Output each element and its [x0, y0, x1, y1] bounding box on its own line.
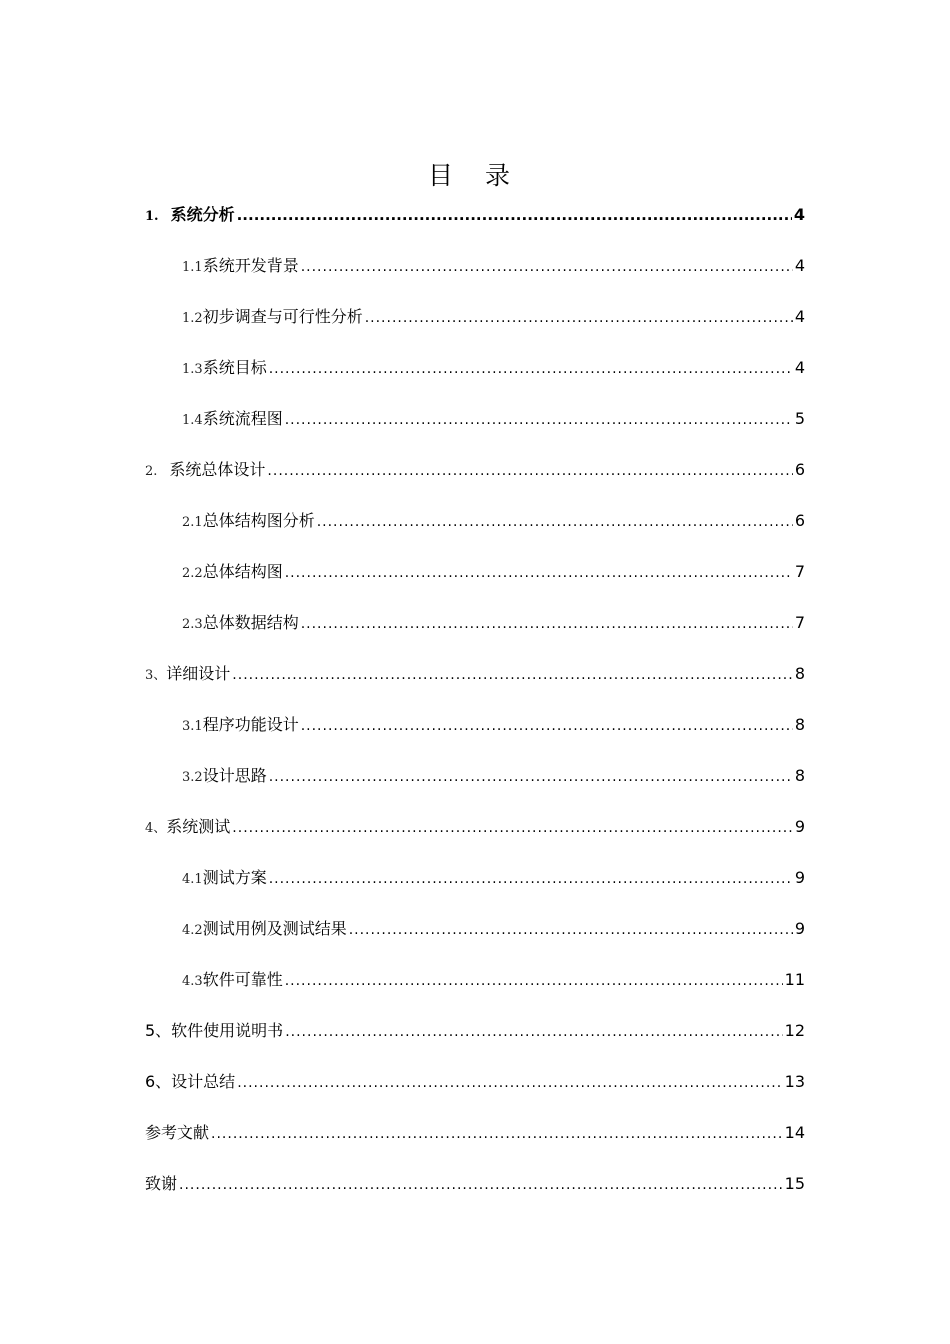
toc-leader-dots [237, 203, 792, 227]
toc-leader-dots [232, 816, 793, 840]
toc-entry[interactable] [145, 815, 805, 839]
toc-entry-number: 3.1 [182, 719, 203, 734]
toc-entry-label: 初步调查与可行性分析 [202, 307, 363, 326]
toc-entry-number: 1.1 [182, 260, 203, 275]
toc-entry-label: 总体结构图分析 [202, 511, 315, 530]
toc-leader-dots [267, 459, 792, 483]
toc-entry-number: 2.2 [182, 566, 203, 581]
toc-entry-page: 9 [794, 817, 805, 836]
toc-leader-dots [285, 561, 793, 585]
toc-entry-page: 12 [784, 1021, 805, 1040]
toc-entry[interactable] [182, 968, 805, 992]
toc-leader-dots [269, 765, 793, 789]
toc-leader-dots [269, 867, 793, 891]
toc-entry-label: 测试方案 [202, 868, 267, 887]
toc-entry-label: 总体数据结构 [202, 613, 299, 632]
toc-entry-label: 系统测试 [166, 817, 231, 836]
toc-entry-number: 4.3 [182, 974, 203, 989]
toc-entry-page: 14 [784, 1123, 805, 1142]
toc-entry-label: 程序功能设计 [202, 715, 299, 734]
toc-entry-number: 4.2 [182, 923, 203, 938]
toc-entry[interactable] [145, 1121, 805, 1145]
toc-entry[interactable] [182, 917, 805, 941]
toc-entry-label: 系统开发背景 [202, 256, 299, 275]
toc-leader-dots [179, 1173, 783, 1197]
toc-entry-page: 4 [794, 358, 805, 377]
toc-entry-number: 3.2 [182, 770, 203, 785]
toc-entry-page: 4 [794, 256, 805, 275]
toc-entry-page: 4 [793, 205, 805, 224]
toc-entry[interactable] [145, 662, 805, 686]
toc-entry[interactable] [182, 407, 805, 431]
toc-entry-label: 详细设计 [166, 664, 231, 683]
toc-entry[interactable] [182, 356, 805, 380]
toc-leader-dots [301, 714, 793, 738]
toc-entry-number: 2. [145, 464, 158, 479]
toc-leader-dots [269, 357, 793, 381]
toc-entry-label: 系统流程图 [202, 409, 283, 428]
toc-entry-number: 1.3 [182, 362, 203, 377]
toc-leader-dots [317, 510, 793, 534]
toc-entry-label: 6、设计总结 [145, 1072, 236, 1091]
toc-entry-page: 5 [794, 409, 805, 428]
toc-entry-label: 软件可靠性 [202, 970, 283, 989]
toc-leader-dots [365, 306, 793, 330]
toc-entry-number: 3、 [145, 668, 167, 683]
toc-entry[interactable] [145, 1070, 805, 1094]
toc-entry[interactable] [145, 203, 805, 227]
toc-leader-dots [232, 663, 793, 687]
toc-entry-label: 设计思路 [202, 766, 267, 785]
toc-entry-page: 11 [784, 970, 805, 989]
toc-entry-label: 致谢 [145, 1174, 178, 1193]
toc-entry-number: 4.1 [182, 872, 203, 887]
toc-leader-dots [285, 1020, 782, 1044]
toc-entry-page: 15 [784, 1174, 805, 1193]
toc-leader-dots [301, 612, 793, 636]
toc-leader-dots [301, 255, 793, 279]
toc-entry-label: 系统总体设计 [169, 460, 266, 479]
toc-entry-label: 测试用例及测试结果 [202, 919, 347, 938]
toc-leader-dots [211, 1122, 783, 1146]
toc-entry-number: 2.1 [182, 515, 203, 530]
toc-entry-number: 2.3 [182, 617, 203, 632]
toc-entry[interactable] [145, 1019, 805, 1043]
toc-entry-page: 8 [794, 766, 805, 785]
toc-entry[interactable] [145, 458, 805, 482]
toc-title: 目 录 [428, 161, 522, 190]
toc-entry[interactable] [182, 509, 805, 533]
toc-entry-page: 4 [794, 307, 805, 326]
toc-leader-dots [349, 918, 793, 942]
toc-entry[interactable] [182, 611, 805, 635]
toc-entry-page: 8 [794, 715, 805, 734]
toc-entry-label: 系统目标 [202, 358, 267, 377]
toc-entry-page: 7 [794, 613, 805, 632]
toc-entry-page: 9 [794, 919, 805, 938]
toc-entry-number: 4、 [145, 821, 167, 836]
toc-entry[interactable] [145, 1172, 805, 1196]
toc-entry-label: 5、软件使用说明书 [145, 1021, 284, 1040]
toc-entry[interactable] [182, 254, 805, 278]
toc-entry-page: 6 [794, 511, 805, 530]
toc-entry-page: 7 [794, 562, 805, 581]
toc-entry-page: 8 [794, 664, 805, 683]
toc-entry-page: 13 [784, 1072, 805, 1091]
toc-entry-label: 参考文献 [145, 1123, 210, 1142]
toc-leader-dots [285, 408, 793, 432]
toc-entry[interactable] [182, 713, 805, 737]
toc-entry[interactable] [182, 764, 805, 788]
toc-entry-label: 系统分析 [170, 205, 235, 224]
toc-entry-number: 1.2 [182, 311, 203, 326]
toc-entry[interactable] [182, 305, 805, 329]
toc-entry-page: 6 [794, 460, 805, 479]
toc-entry-number: 1.4 [182, 413, 203, 428]
toc-leader-dots [237, 1071, 782, 1095]
toc-entry-page: 9 [794, 868, 805, 887]
toc-entry[interactable] [182, 866, 805, 890]
toc-entry[interactable] [182, 560, 805, 584]
toc-entry-number: 1. [145, 209, 159, 224]
toc-leader-dots [285, 969, 783, 993]
toc-entry-label: 总体结构图 [202, 562, 283, 581]
